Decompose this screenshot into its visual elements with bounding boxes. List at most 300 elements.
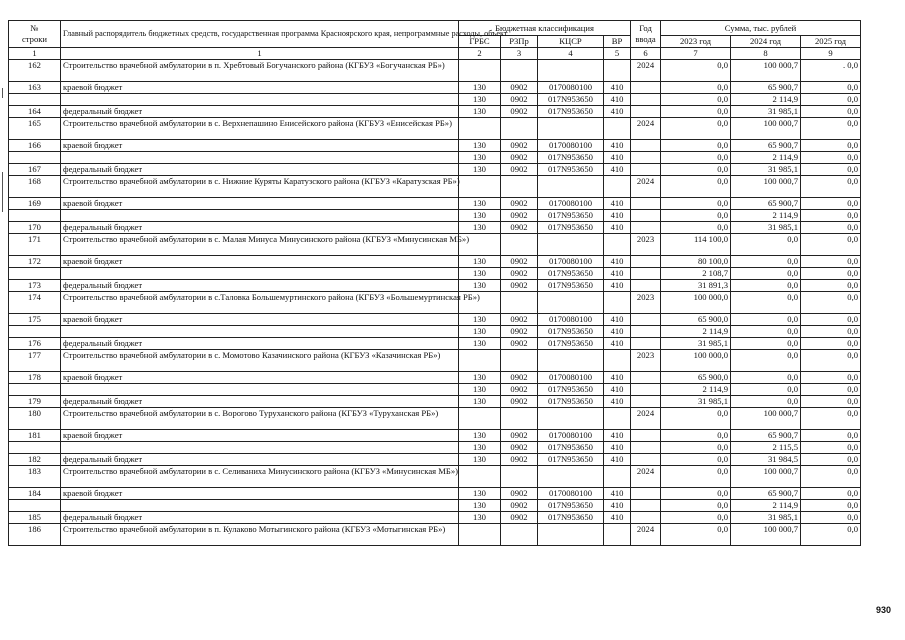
cell-sum-2024: 0,0 (731, 396, 801, 408)
row-name (61, 326, 459, 338)
cell-grbs: 130 (459, 82, 501, 94)
cell-kcsr: 0170080100 (538, 372, 604, 384)
header-kcsr: КЦСР (538, 36, 604, 48)
cell-grbs (459, 350, 501, 372)
row-name: Строительство врачебной амбулатории в п. Хребтовый Богучанского района (КГБУЗ «Богучанская РБ») (61, 60, 459, 82)
cell-year (631, 256, 661, 268)
cell-sum-2025: 0,0 (801, 372, 861, 384)
cell-year (631, 152, 661, 164)
cell-kcsr: 017N953650 (538, 210, 604, 222)
cell-vr: 410 (604, 396, 631, 408)
cell-sum-2025: 0,0 (801, 338, 861, 350)
row-name: федеральный бюджет (61, 454, 459, 466)
cell-sum-2023: 100 000,0 (661, 292, 731, 314)
cell-sum-2025: 0,0 (801, 210, 861, 222)
cell-sum-2023: 31 891,3 (661, 280, 731, 292)
cell-year (631, 500, 661, 512)
cell-rzpr: 0902 (501, 314, 538, 326)
cell-kcsr (538, 524, 604, 546)
row-name: федеральный бюджет (61, 280, 459, 292)
row-name (61, 500, 459, 512)
cell-sum-2024: 2 114,9 (731, 500, 801, 512)
cell-rzpr: 0902 (501, 512, 538, 524)
row-name: федеральный бюджет (61, 338, 459, 350)
cell-kcsr: 017N953650 (538, 164, 604, 176)
cell-sum-2023: 0,0 (661, 152, 731, 164)
cell-kcsr: 017N953650 (538, 152, 604, 164)
cell-grbs: 130 (459, 442, 501, 454)
cell-sum-2024: 31 984,5 (731, 454, 801, 466)
cell-rzpr (501, 524, 538, 546)
table-row (9, 292, 861, 314)
cell-year: 2024 (631, 524, 661, 546)
cell-kcsr: 0170080100 (538, 430, 604, 442)
cell-year: 2023 (631, 234, 661, 256)
header-2023: 2023 год (661, 36, 731, 48)
cell-kcsr: 017N953650 (538, 500, 604, 512)
cell-vr: 410 (604, 454, 631, 466)
cell-sum-2025: 0,0 (801, 326, 861, 338)
column-number: 6 (631, 48, 661, 60)
cell-kcsr (538, 350, 604, 372)
cell-year (631, 512, 661, 524)
cell-sum-2024: 2 115,5 (731, 442, 801, 454)
cell-sum-2024: 100 000,7 (731, 408, 801, 430)
cell-vr: 410 (604, 280, 631, 292)
row-name: краевой бюджет (61, 372, 459, 384)
cell-year (631, 372, 661, 384)
cell-sum-2023: 0,0 (661, 210, 731, 222)
table-row (9, 500, 861, 512)
cell-kcsr: 0170080100 (538, 488, 604, 500)
row-name (61, 94, 459, 106)
cell-vr: 410 (604, 140, 631, 152)
cell-sum-2024: 31 985,1 (731, 164, 801, 176)
cell-kcsr: 0170080100 (538, 198, 604, 210)
row-number: 183 (9, 466, 61, 488)
cell-grbs: 130 (459, 512, 501, 524)
cell-vr: 410 (604, 338, 631, 350)
row-name: Строительство врачебной амбулатории в с. Нижние Куряты Каратузского района (КГБУЗ «Каратузская РБ») (61, 176, 459, 198)
cell-sum-2023: 2 114,9 (661, 326, 731, 338)
cell-grbs: 130 (459, 222, 501, 234)
cell-sum-2024: 0,0 (731, 234, 801, 256)
row-name: краевой бюджет (61, 488, 459, 500)
cell-vr: 410 (604, 256, 631, 268)
row-name: Строительство врачебной амбулатории в с. Ворогово Туруханского района (КГБУЗ «Туруханская РБ») (61, 408, 459, 430)
cell-rzpr (501, 350, 538, 372)
cell-grbs: 130 (459, 256, 501, 268)
cell-sum-2023: 0,0 (661, 198, 731, 210)
cell-grbs (459, 408, 501, 430)
cell-sum-2023: 0,0 (661, 466, 731, 488)
cell-sum-2024: 0,0 (731, 256, 801, 268)
column-number: 4 (538, 48, 604, 60)
cell-sum-2023: 31 985,1 (661, 396, 731, 408)
cell-sum-2024: 31 985,1 (731, 222, 801, 234)
cell-sum-2025: 0,0 (801, 118, 861, 140)
row-name: федеральный бюджет (61, 396, 459, 408)
row-name (61, 210, 459, 222)
cell-rzpr: 0902 (501, 256, 538, 268)
cell-rzpr (501, 60, 538, 82)
cell-grbs: 130 (459, 384, 501, 396)
cell-sum-2025: 0,0 (801, 430, 861, 442)
cell-sum-2025: 0,0 (801, 164, 861, 176)
cell-sum-2023: 0,0 (661, 408, 731, 430)
cell-sum-2023: 0,0 (661, 430, 731, 442)
cell-rzpr: 0902 (501, 372, 538, 384)
cell-grbs (459, 466, 501, 488)
cell-vr: 410 (604, 442, 631, 454)
cell-year (631, 198, 661, 210)
header-name: Главный распорядитель бюджетных средств, государственная программа Красноярского края, непрограммные расходы, объект (61, 21, 459, 48)
cell-sum-2025: 0,0 (801, 396, 861, 408)
cell-vr: 410 (604, 314, 631, 326)
cell-sum-2023: 0,0 (661, 176, 731, 198)
row-number: 169 (9, 198, 61, 210)
cell-grbs: 130 (459, 94, 501, 106)
row-name: федеральный бюджет (61, 164, 459, 176)
cell-year: 2023 (631, 292, 661, 314)
cell-grbs: 130 (459, 500, 501, 512)
cell-sum-2023: 0,0 (661, 442, 731, 454)
cell-kcsr (538, 292, 604, 314)
column-number: 2 (459, 48, 501, 60)
row-name (61, 442, 459, 454)
cell-year: 2024 (631, 176, 661, 198)
cell-grbs (459, 176, 501, 198)
row-name: федеральный бюджет (61, 512, 459, 524)
cell-vr (604, 350, 631, 372)
table-row (9, 256, 861, 268)
row-number (9, 500, 61, 512)
cell-sum-2023: 2 108,7 (661, 268, 731, 280)
cell-vr: 410 (604, 210, 631, 222)
row-name: Строительство врачебной амбулатории в п. Кулаково Мотыгинского района (КГБУЗ «Мотыгинская РБ») (61, 524, 459, 546)
cell-kcsr (538, 118, 604, 140)
row-number (9, 210, 61, 222)
cell-year (631, 106, 661, 118)
cell-kcsr: 0170080100 (538, 314, 604, 326)
cell-kcsr: 0170080100 (538, 256, 604, 268)
cell-vr: 410 (604, 82, 631, 94)
table-row (9, 82, 861, 94)
table-row (9, 524, 861, 546)
cell-sum-2024: 2 114,9 (731, 152, 801, 164)
table-row (9, 280, 861, 292)
cell-sum-2023: 80 100,0 (661, 256, 731, 268)
cell-grbs: 130 (459, 198, 501, 210)
row-number: 182 (9, 454, 61, 466)
table-row (9, 338, 861, 350)
cell-sum-2023: 2 114,9 (661, 384, 731, 396)
cell-sum-2023: 0,0 (661, 164, 731, 176)
cell-year (631, 82, 661, 94)
header-budget-class: Бюджетная классификация (459, 21, 631, 36)
table-body (9, 60, 861, 546)
cell-vr: 410 (604, 222, 631, 234)
cell-sum-2024: 0,0 (731, 350, 801, 372)
table-row (9, 60, 861, 82)
column-number: 1 (61, 48, 459, 60)
table-row (9, 512, 861, 524)
cell-sum-2025: . 0,0 (801, 60, 861, 82)
cell-year: 2023 (631, 350, 661, 372)
cell-sum-2025: 0,0 (801, 314, 861, 326)
cell-sum-2023: 0,0 (661, 140, 731, 152)
row-name: краевой бюджет (61, 82, 459, 94)
cell-sum-2024: 65 900,7 (731, 430, 801, 442)
cell-sum-2023: 0,0 (661, 82, 731, 94)
cell-sum-2025: 0,0 (801, 384, 861, 396)
cell-kcsr: 017N953650 (538, 106, 604, 118)
table-row (9, 94, 861, 106)
cell-sum-2025: 0,0 (801, 466, 861, 488)
cell-year (631, 454, 661, 466)
cell-year: 2024 (631, 118, 661, 140)
header-2025: 2025 год (801, 36, 861, 48)
cell-year (631, 314, 661, 326)
row-name: краевой бюджет (61, 198, 459, 210)
cell-vr: 410 (604, 94, 631, 106)
row-number (9, 384, 61, 396)
cell-kcsr (538, 234, 604, 256)
cell-grbs: 130 (459, 326, 501, 338)
table-row (9, 234, 861, 256)
table-row (9, 454, 861, 466)
cell-sum-2024: 65 900,7 (731, 82, 801, 94)
cell-sum-2023: 0,0 (661, 222, 731, 234)
row-number (9, 326, 61, 338)
cell-kcsr: 017N953650 (538, 222, 604, 234)
cell-sum-2025: 0,0 (801, 176, 861, 198)
cell-year (631, 384, 661, 396)
cell-vr (604, 234, 631, 256)
cell-sum-2023: 65 900,0 (661, 314, 731, 326)
cell-sum-2024: 100 000,7 (731, 466, 801, 488)
cell-rzpr (501, 234, 538, 256)
cell-sum-2024: 0,0 (731, 268, 801, 280)
row-number (9, 268, 61, 280)
row-number: 181 (9, 430, 61, 442)
cell-year: 2024 (631, 466, 661, 488)
margin-mark (2, 88, 3, 98)
cell-vr: 410 (604, 198, 631, 210)
cell-sum-2023: 0,0 (661, 512, 731, 524)
table-row (9, 164, 861, 176)
cell-sum-2025: 0,0 (801, 256, 861, 268)
cell-sum-2023: 0,0 (661, 488, 731, 500)
cell-year: 2024 (631, 408, 661, 430)
cell-rzpr (501, 292, 538, 314)
budget-table (8, 20, 861, 546)
cell-sum-2025: 0,0 (801, 234, 861, 256)
cell-year (631, 430, 661, 442)
cell-sum-2023: 0,0 (661, 106, 731, 118)
page-number: 930 (875, 605, 891, 615)
cell-rzpr: 0902 (501, 198, 538, 210)
table-row (9, 372, 861, 384)
cell-sum-2025: 0,0 (801, 408, 861, 430)
cell-grbs: 130 (459, 210, 501, 222)
row-number: 177 (9, 350, 61, 372)
cell-vr (604, 524, 631, 546)
cell-kcsr (538, 408, 604, 430)
header-num (9, 21, 61, 48)
row-name: краевой бюджет (61, 314, 459, 326)
cell-year (631, 164, 661, 176)
row-number: 163 (9, 82, 61, 94)
cell-sum-2025: 0,0 (801, 512, 861, 524)
cell-kcsr: 017N953650 (538, 280, 604, 292)
cell-year (631, 140, 661, 152)
table-row (9, 384, 861, 396)
table-row (9, 222, 861, 234)
header-2024: 2024 год (731, 36, 801, 48)
row-name: Строительство врачебной амбулатории в с.Таловка Большемуртинского района (КГБУЗ «Большемуртинская РБ») (61, 292, 459, 314)
cell-vr (604, 408, 631, 430)
table-row (9, 396, 861, 408)
column-number: 8 (731, 48, 801, 60)
cell-sum-2025: 0,0 (801, 524, 861, 546)
row-number: 186 (9, 524, 61, 546)
cell-sum-2023: 0,0 (661, 118, 731, 140)
cell-year (631, 338, 661, 350)
cell-kcsr: 017N953650 (538, 454, 604, 466)
cell-sum-2025: 0,0 (801, 268, 861, 280)
cell-sum-2025: 0,0 (801, 140, 861, 152)
table-row (9, 466, 861, 488)
table-row (9, 350, 861, 372)
cell-year: 2024 (631, 60, 661, 82)
cell-vr: 410 (604, 326, 631, 338)
cell-vr: 410 (604, 488, 631, 500)
cell-sum-2023: 0,0 (661, 500, 731, 512)
cell-year (631, 442, 661, 454)
cell-grbs: 130 (459, 314, 501, 326)
row-number: 175 (9, 314, 61, 326)
cell-grbs (459, 524, 501, 546)
cell-sum-2025: 0,0 (801, 280, 861, 292)
cell-rzpr: 0902 (501, 268, 538, 280)
cell-kcsr: 017N953650 (538, 396, 604, 408)
cell-grbs: 130 (459, 372, 501, 384)
header-sum: Сумма, тыс. рублей (661, 21, 861, 36)
row-name: Строительство врачебной амбулатории в с. Селиваниха Минусинского района (КГБУЗ «Минусинская МБ») (61, 466, 459, 488)
cell-rzpr: 0902 (501, 326, 538, 338)
row-name (61, 268, 459, 280)
cell-vr (604, 176, 631, 198)
cell-kcsr (538, 60, 604, 82)
table-row (9, 176, 861, 198)
cell-sum-2024: 31 985,1 (731, 512, 801, 524)
cell-sum-2025: 0,0 (801, 454, 861, 466)
cell-sum-2024: 0,0 (731, 372, 801, 384)
cell-grbs (459, 60, 501, 82)
cell-year (631, 280, 661, 292)
cell-sum-2024: 0,0 (731, 314, 801, 326)
row-name: Строительство врачебной амбулатории в с. Момотово Казачинского района (КГБУЗ «Казачинская РБ») (61, 350, 459, 372)
cell-rzpr: 0902 (501, 430, 538, 442)
cell-rzpr: 0902 (501, 94, 538, 106)
header-year-sub: ввода (635, 34, 656, 44)
row-number: 184 (9, 488, 61, 500)
cell-sum-2023: 0,0 (661, 454, 731, 466)
cell-sum-2024: 0,0 (731, 280, 801, 292)
cell-sum-2024: 65 900,7 (731, 198, 801, 210)
table-row (9, 488, 861, 500)
cell-kcsr: 017N953650 (538, 384, 604, 396)
cell-sum-2023: 100 000,0 (661, 350, 731, 372)
cell-sum-2025: 0,0 (801, 442, 861, 454)
cell-vr: 410 (604, 106, 631, 118)
header-vr: ВР (604, 36, 631, 48)
row-number: 166 (9, 140, 61, 152)
cell-sum-2024: 100 000,7 (731, 118, 801, 140)
cell-sum-2025: 0,0 (801, 350, 861, 372)
row-number: 168 (9, 176, 61, 198)
column-number: 3 (501, 48, 538, 60)
table-row (9, 268, 861, 280)
cell-rzpr (501, 408, 538, 430)
cell-grbs: 130 (459, 454, 501, 466)
table-row (9, 140, 861, 152)
row-number (9, 94, 61, 106)
cell-sum-2023: 0,0 (661, 94, 731, 106)
table-row (9, 118, 861, 140)
cell-sum-2024: 2 114,9 (731, 94, 801, 106)
cell-rzpr: 0902 (501, 384, 538, 396)
cell-sum-2025: 0,0 (801, 222, 861, 234)
cell-rzpr: 0902 (501, 140, 538, 152)
row-number: 162 (9, 60, 61, 82)
cell-grbs (459, 118, 501, 140)
cell-vr (604, 118, 631, 140)
cell-rzpr: 0902 (501, 106, 538, 118)
cell-rzpr: 0902 (501, 442, 538, 454)
row-name: Строительство врачебной амбулатории в с. Верхнепашино Енисейского района (КГБУЗ «Енисейская РБ») (61, 118, 459, 140)
row-name (61, 384, 459, 396)
cell-vr: 410 (604, 500, 631, 512)
header-year-label: Год (639, 23, 652, 33)
cell-year (631, 210, 661, 222)
margin-mark (2, 172, 3, 212)
cell-grbs: 130 (459, 430, 501, 442)
cell-vr: 410 (604, 384, 631, 396)
cell-sum-2025: 0,0 (801, 292, 861, 314)
cell-vr (604, 466, 631, 488)
cell-grbs: 130 (459, 152, 501, 164)
cell-sum-2025: 0,0 (801, 106, 861, 118)
cell-sum-2024: 100 000,7 (731, 176, 801, 198)
row-number (9, 152, 61, 164)
row-number: 164 (9, 106, 61, 118)
cell-kcsr: 017N953650 (538, 94, 604, 106)
cell-year (631, 488, 661, 500)
cell-sum-2024: 100 000,7 (731, 524, 801, 546)
cell-vr: 410 (604, 164, 631, 176)
table-row (9, 210, 861, 222)
header-year (631, 21, 661, 48)
cell-kcsr: 0170080100 (538, 82, 604, 94)
row-number: 172 (9, 256, 61, 268)
row-number: 176 (9, 338, 61, 350)
column-number-row (9, 48, 861, 60)
cell-rzpr: 0902 (501, 500, 538, 512)
cell-year (631, 326, 661, 338)
cell-sum-2023: 114 100,0 (661, 234, 731, 256)
